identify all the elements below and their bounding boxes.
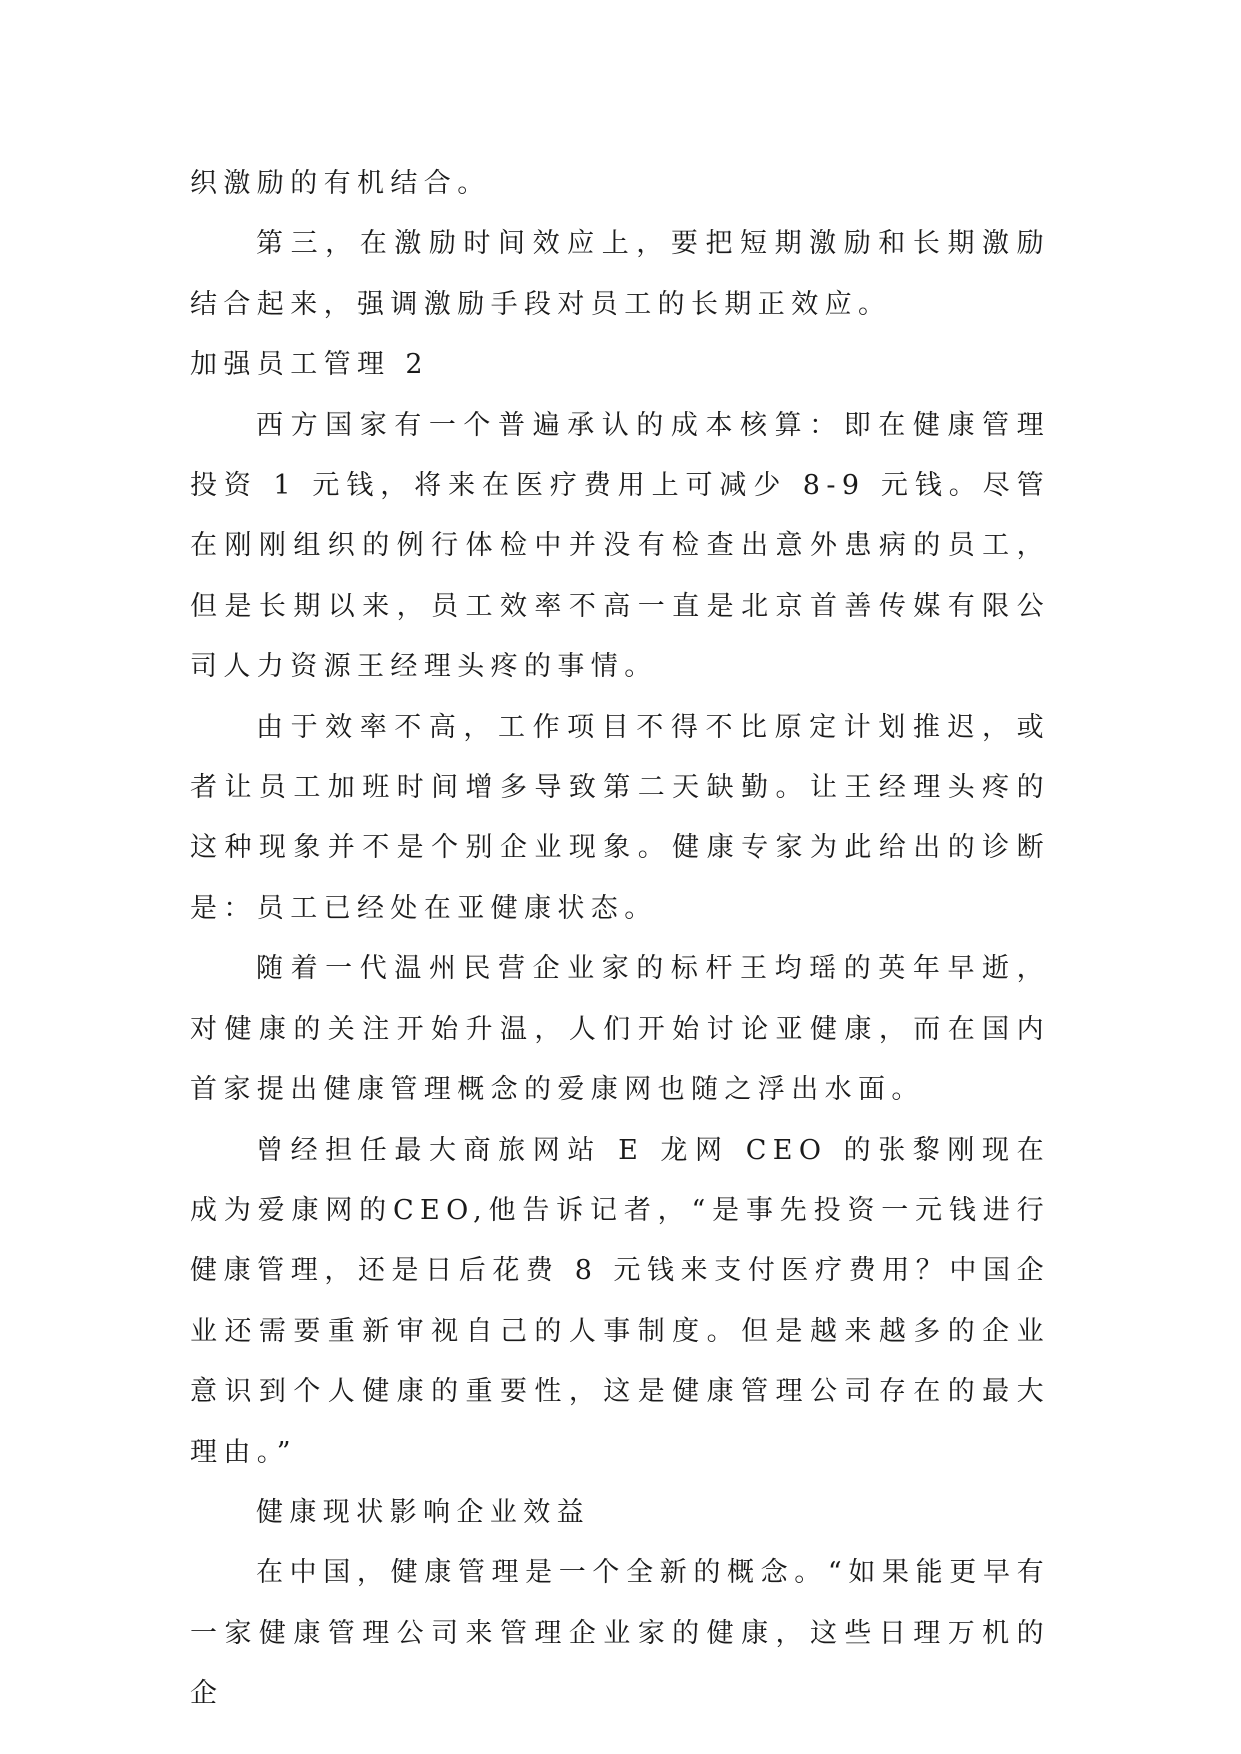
paragraph-continuation: 织激励的有机结合。 xyxy=(190,168,491,199)
paragraph-efficiency: 由于效率不高，工作项目不得不比原定计划推迟，或者让员工加班时间增多导致第二天缺勤。让王经理头疼的这种现象并不是个别企业现象。健康专家为此给出的诊断是：员工已经处在亚健康状态。 xyxy=(190,711,1050,924)
paragraph-ceo-quote: 曾经担任最大商旅网站 E 龙网 CEO 的张黎刚现在成为爱康网的CEO,他告诉记者，“是事先投资一元钱进行健康管理，还是日后花费 8 元钱来支付医疗费用？中国企业还需要重新审视自己的人事制度。但是越来越多的企业意识到个人健康的重要性，这是健康管理公司存在的最大理由。” xyxy=(190,1134,1050,1468)
paragraph-health-attention: 随着一代温州民营企业家的标杆王均瑶的英年早逝，对健康的关注开始升温，人们开始讨论亚健康，而在国内首家提出健康管理概念的爱康网也随之浮出水面。 xyxy=(190,953,1050,1106)
subheading-health-status: 健康现状影响企业效益 xyxy=(256,1496,590,1528)
paragraph-cost-accounting: 西方国家有一个普遍承认的成本核算：即在健康管理投资 1 元钱，将来在医疗费用上可减少 8-9 元钱。尽管在刚刚组织的例行体检中并没有检查出意外患病的员工，但是长期以来，员工效率不高一直是北京首善传媒有限公司人力资源王经理头疼的事情。 xyxy=(190,409,1050,683)
document-body xyxy=(190,154,1050,1725)
section-heading: 加强员工管理 2 xyxy=(190,349,429,381)
paragraph-china-health-management: 在中国，健康管理是一个全新的概念。“如果能更早有一家健康管理公司来管理企业家的健康，这些日理万机的企 xyxy=(190,1557,1050,1710)
paragraph-third-point: 第三，在激励时间效应上，要把短期激励和长期激励结合起来，强调激励手段对员工的长期正效应。 xyxy=(190,228,1050,320)
